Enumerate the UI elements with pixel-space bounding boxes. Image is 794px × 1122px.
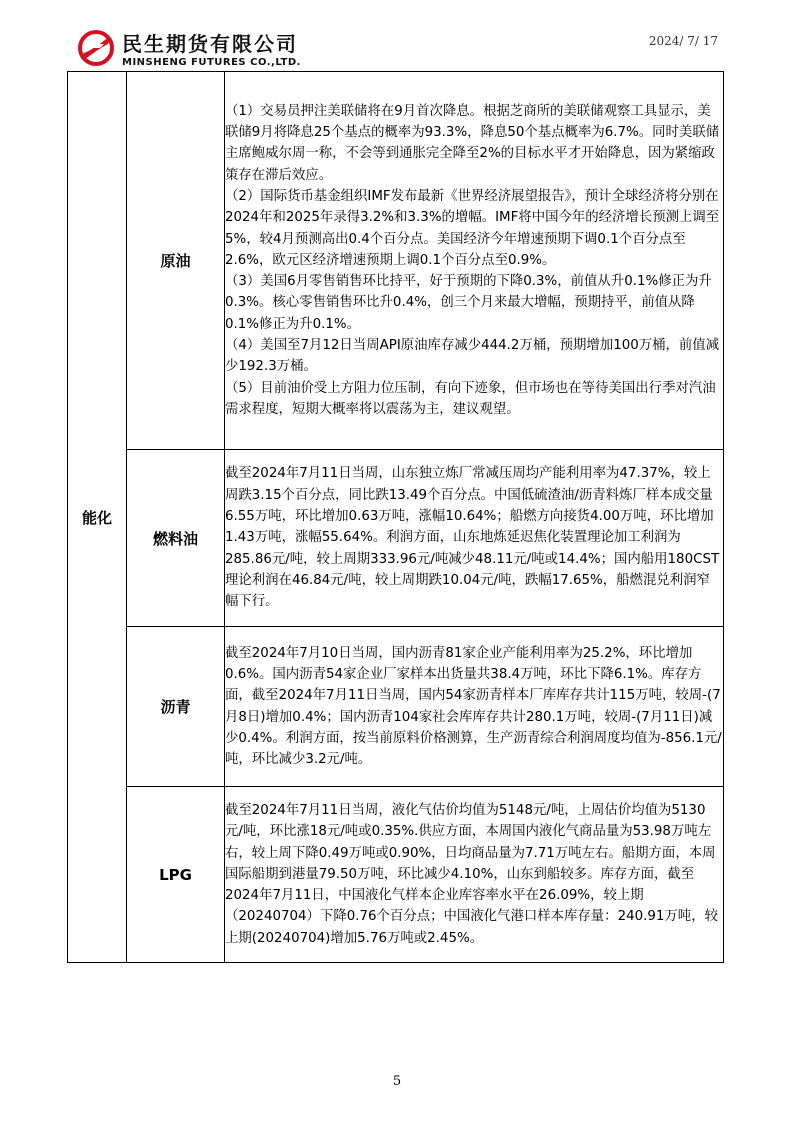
paragraph: 截至2024年7月11日当周，山东独立炼厂常减压周均产能利用率为47.37%，较上周跌3.15个百分点，同比跌13.49个百分点。中国低硫渣油/沥青料炼厂样本成交量6.55万吨，环比增加0.63万吨，涨幅10.64%；船燃方向接货4.00万吨，环比增加1.43万吨，涨幅55.64%。利润方面，山东地炼延迟焦化装置理论加工利润为285.86元/吨，较上周期333.96元/吨减少48.11元/吨或14.4%；国内船用180CST理论利润在46.84元/吨，较上周期跌10.04元/吨，跌幅17.65%，船燃混兑利润窄幅下行。	[225, 466, 720, 610]
page-number: 5	[392, 1074, 402, 1089]
item-cell-fuel-oil: 燃料油	[127, 450, 225, 627]
paragraph: 截至2024年7月10日当周，国内沥青81家企业产能利用率为25.2%，环比增加0.6%。国内沥青54家企业厂家样本出货量共38.4万吨，环比下降6.1%。库存方面，截至2024年7月11日当周，国内54家沥青样本厂库库存共计115万吨，较周-(7月8日)增加0.4%；国内沥青104家社会库库存共计280.1万吨，较周-(7月11日)减少0.4%。利润方面，按当前原料价格测算，生产沥青综合利润周度均值为-856.1元/吨，环比减少3.2元/吨。	[225, 645, 722, 768]
item-cell-lpg: LPG	[127, 787, 225, 963]
commodity-table	[67, 71, 724, 963]
commentary-cell	[225, 627, 724, 787]
commentary-cell	[225, 450, 724, 627]
item-cell-asphalt: 沥青	[127, 627, 225, 787]
paragraph: （1）交易员押注美联储将在9月首次降息。根据芝商所的美联储观察工具显示，美联储9月将降息25个基点的概率为93.3%，降息50个基点概率为6.7%。同时美联储主席鲍威尔周一称，不会等到通胀完全降至2%的目标水平才开始降息，因为紧缩政策存在滞后效应。	[225, 103, 720, 183]
table-row	[68, 787, 724, 963]
company-name-cn: 民生期货有限公司	[122, 32, 298, 56]
table-row	[68, 627, 724, 787]
company-name-en: MINSHENG FUTURES CO.,LTD.	[122, 57, 301, 68]
table-row	[68, 450, 724, 627]
paragraph: （5）目前油价受上方阻力位压制，有向下迹象，但市场也在等待美国出行季对汽油需求程度，短期大概率将以震荡为主，建议观望。	[225, 380, 716, 417]
page-header	[74, 24, 724, 70]
paragraph: 截至2024年7月11日当周，液化气估价均值为5148元/吨，上周估价均值为5130元/吨，环比涨18元/吨或0.35%.供应方面，本周国内液化气商品量为53.98万吨左右，较上周下降0.49万吨或0.90%，日均商品量为7.71万吨左右。船期方面，本周国际船期到港量79.50万吨，环比减少4.10%，山东到船较多。库存方面，截至2024年7月11日，中国液化气样本企业库容率水平在26.09%，较上期（20240704）下降0.76个百分点；中国液化气港口样本库存量：240.91万吨，较上期(20240704)增加5.76万吨或2.45%。	[225, 802, 718, 946]
paragraph: （3）美国6月零售销售环比持平，好于预期的下降0.3%，前值从升0.1%修正为升0.3%。核心零售销售环比升0.4%，创三个月来最大增幅，预期持平，前值从降0.1%修正为升0.1%。	[225, 274, 712, 332]
table-row	[68, 72, 724, 450]
paragraph: （4）美国至7月12日当周API原油库存减少444.2万桶，预期增加100万桶，前值减少192.3万桶。	[225, 338, 720, 375]
sector-cell: 能化	[68, 72, 127, 963]
report-date: 2024/ 7/ 17	[648, 34, 718, 48]
commentary-cell	[225, 787, 724, 963]
commentary-cell	[225, 72, 724, 450]
item-cell-crude-oil: 原油	[127, 72, 225, 450]
paragraph: （2）国际货币基金组织IMF发布最新《世界经济展望报告》，预计全球经济将分别在2024年和2025年录得3.2%和3.3%的增幅。IMF将中国今年的经济增长预测上调至5%，较4月预测高出0.4个百分点。美国经济今年增速预期下调0.1个百分点至2.6%，欧元区经济增速预期上调0.1个百分点至0.9%。	[225, 188, 720, 268]
minsheng-logo-icon	[78, 30, 114, 66]
